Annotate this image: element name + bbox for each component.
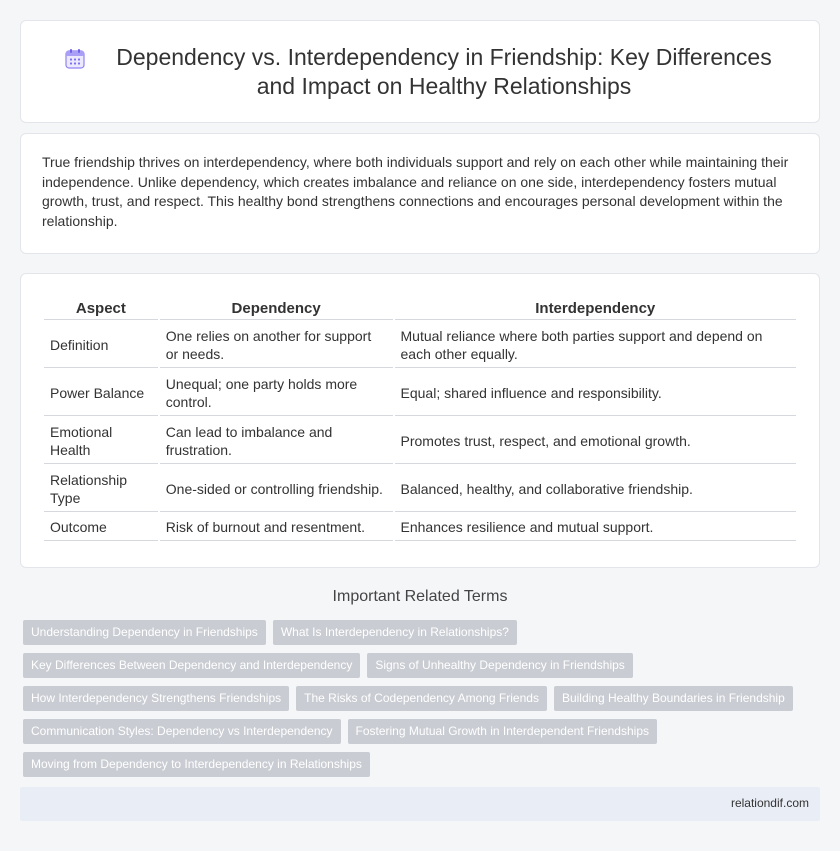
table-cell: One relies on another for support or needs. bbox=[160, 322, 393, 368]
related-term-link[interactable]: Building Healthy Boundaries in Friendship bbox=[554, 686, 793, 711]
table-row bbox=[44, 466, 796, 512]
table-cell: One-sided or controlling friendship. bbox=[160, 466, 393, 512]
table-cell: Outcome bbox=[44, 514, 158, 541]
related-terms-list bbox=[23, 620, 813, 777]
intro-card bbox=[20, 133, 820, 254]
footer bbox=[20, 787, 820, 821]
table-cell: Mutual reliance where both parties support and depend on each other equally. bbox=[395, 322, 796, 368]
page-title: Dependency vs. Interdependency in Friendship: Key Differences and Impact on Healthy Relationships bbox=[116, 43, 772, 99]
comparison-table-card bbox=[20, 273, 820, 568]
table-cell: Definition bbox=[44, 322, 158, 368]
table-header-row bbox=[44, 297, 796, 320]
intro-paragraph: True friendship thrives on interdependency, where both individuals support and rely on each other while maintaining their independence. Unlike dependency, which creates imbalance and reliance on one side, interdependency fosters mutual growth, trust, and respect. This healthy bond strengthens connections and encourages personal development within the relationship. bbox=[42, 154, 789, 229]
table-cell: Promotes trust, respect, and emotional growth. bbox=[395, 418, 796, 464]
related-term-link[interactable]: What Is Interdependency in Relationships? bbox=[273, 620, 517, 645]
related-term-link[interactable]: Fostering Mutual Growth in Interdependent Friendships bbox=[348, 719, 658, 744]
table-cell: Relationship Type bbox=[44, 466, 158, 512]
table-cell: Equal; shared influence and responsibility. bbox=[395, 370, 796, 416]
table-row bbox=[44, 418, 796, 464]
related-term-link[interactable]: Understanding Dependency in Friendships bbox=[23, 620, 266, 645]
table-cell: Emotional Health bbox=[44, 418, 158, 464]
table-cell: Can lead to imbalance and frustration. bbox=[160, 418, 393, 464]
header-aspect: Aspect bbox=[44, 297, 158, 320]
table-cell: Balanced, healthy, and collaborative friendship. bbox=[395, 466, 796, 512]
related-term-link[interactable]: Signs of Unhealthy Dependency in Friendships bbox=[367, 653, 632, 678]
table-cell: Enhances resilience and mutual support. bbox=[395, 514, 796, 541]
table-row bbox=[44, 514, 796, 541]
footer-site-link[interactable]: relationdif.com bbox=[730, 796, 809, 810]
table-row bbox=[44, 322, 796, 368]
related-term-link[interactable]: Communication Styles: Dependency vs Interdependency bbox=[23, 719, 341, 744]
related-term-link[interactable]: How Interdependency Strengthens Friendships bbox=[23, 686, 289, 711]
table-cell: Power Balance bbox=[44, 370, 158, 416]
header-interdependency: Interdependency bbox=[395, 297, 796, 320]
related-terms-heading: Important Related Terms bbox=[332, 588, 508, 605]
table-cell: Risk of burnout and resentment. bbox=[160, 514, 393, 541]
related-term-link[interactable]: The Risks of Codependency Among Friends bbox=[296, 686, 547, 711]
table-cell: Unequal; one party holds more control. bbox=[160, 370, 393, 416]
related-term-link[interactable]: Key Differences Between Dependency and Interdependency bbox=[23, 653, 360, 678]
title-wrap bbox=[21, 21, 819, 122]
header-dependency: Dependency bbox=[160, 297, 393, 320]
related-term-link[interactable]: Moving from Dependency to Interdependency in Relationships bbox=[23, 752, 370, 777]
table-row bbox=[44, 370, 796, 416]
comparison-table bbox=[42, 295, 798, 543]
header-card bbox=[20, 20, 820, 123]
